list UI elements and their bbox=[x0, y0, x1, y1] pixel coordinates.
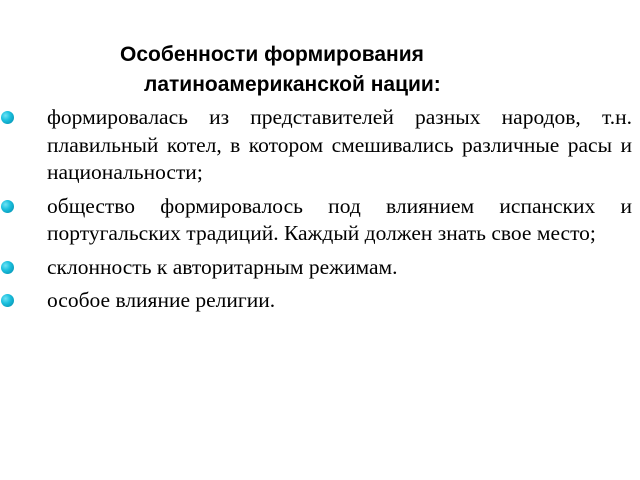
bullet-item bbox=[0, 254, 632, 282]
bullet-text: особое влияние религии. bbox=[47, 288, 276, 312]
round-bullet-icon bbox=[1, 200, 14, 213]
round-bullet-icon bbox=[1, 294, 14, 307]
slide-title-line-1: Особенности формирования bbox=[120, 43, 424, 66]
round-bullet-icon bbox=[1, 111, 14, 124]
bullet-item bbox=[0, 287, 632, 315]
bullet-text: формировалась из представителей разных народов, т.н. плавильный котел, в котором смешивались различные расы и национальности; bbox=[47, 105, 632, 184]
round-bullet-icon bbox=[1, 261, 14, 274]
slide-title bbox=[120, 40, 560, 100]
bullet-text: общество формировалось под влиянием испанских и португальских традиций. Каждый должен знать свое место; bbox=[47, 193, 632, 245]
bullet-list bbox=[0, 104, 632, 321]
bullet-item bbox=[0, 193, 632, 248]
slide-title-line-2: латиноамериканской нации: bbox=[144, 73, 441, 96]
bullet-item bbox=[0, 104, 632, 187]
bullet-text: склонность к авторитарным режимам. bbox=[47, 254, 398, 279]
